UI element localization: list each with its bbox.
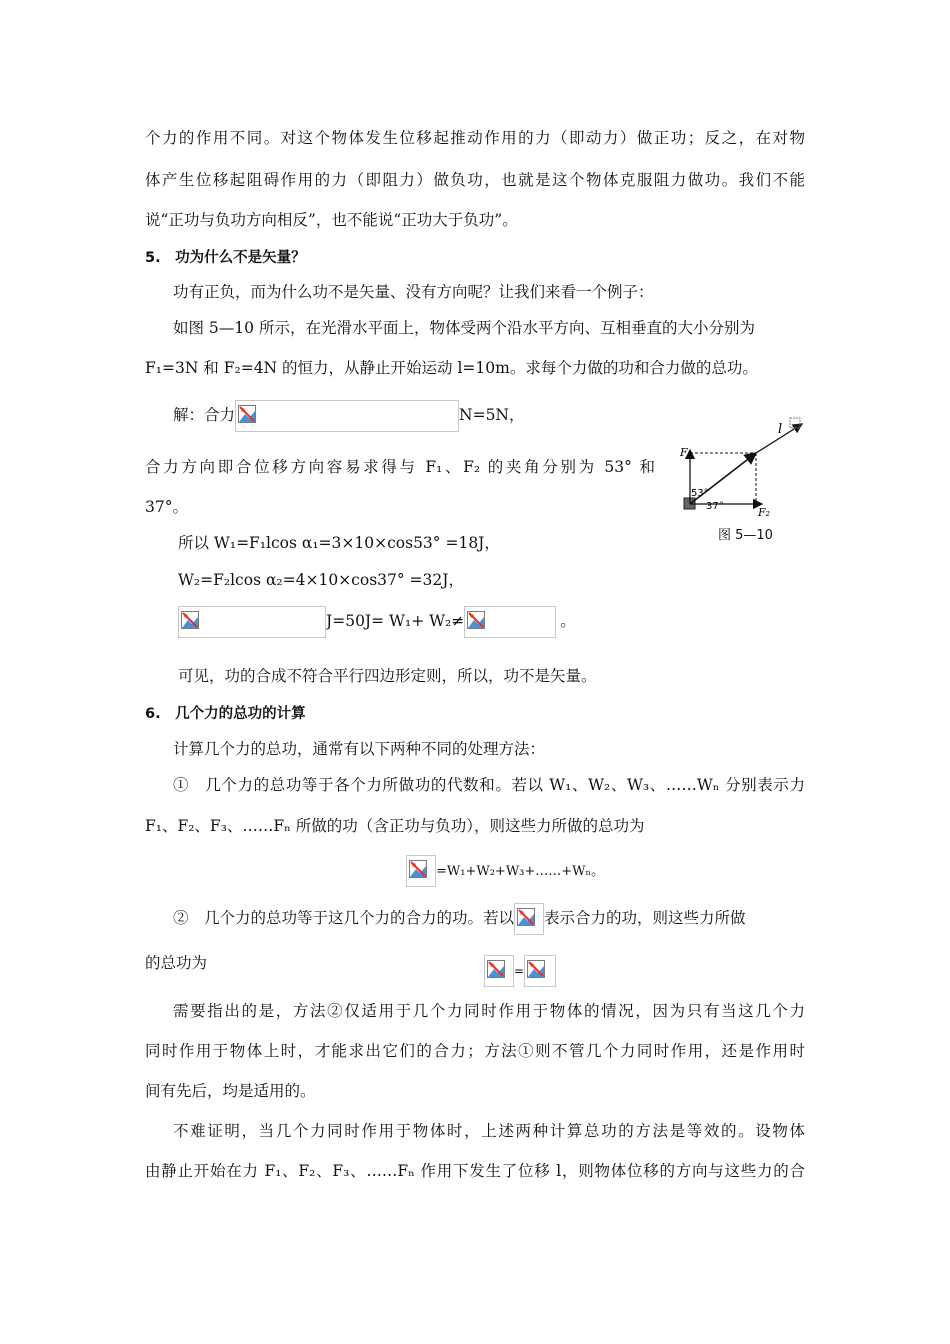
total-work-text: J=50J= W₁+ W₂≠ bbox=[326, 612, 465, 630]
paragraph-line: 不难证明，当几个力同时作用于物体时，上述两种计算总功的方法是等效的。设物体 bbox=[173, 1122, 805, 1140]
paragraph-line: 37°。 bbox=[145, 498, 188, 516]
solution-label: 解：合力 bbox=[173, 406, 236, 424]
broken-image-icon bbox=[517, 908, 535, 926]
paragraph-line: 说“正功与负功方向相反”，也不能说“正功大于负功”。 bbox=[145, 211, 518, 229]
method-two-text: ② 几个力的总功等于这几个力的合力的功。若以 bbox=[173, 909, 515, 927]
resultant-value: N=5N， bbox=[459, 406, 525, 424]
equation-line bbox=[406, 855, 604, 887]
angle-37: 37° bbox=[706, 501, 724, 512]
paragraph-line: 可见，功的合成不符合平行四边形定则，所以，功不是矢量。 bbox=[178, 667, 597, 685]
equals-sign: = bbox=[514, 964, 525, 978]
broken-image-icon bbox=[181, 611, 199, 629]
paragraph-line: F₁、F₂、F₃、……Fₙ 所做的功（含正功与负功），则这些力所做的总功为 bbox=[145, 817, 645, 835]
paragraph-line: 同时作用于物体上时，才能求出它们的合力；方法①则不管几个力同时作用，还是作用时 bbox=[145, 1042, 805, 1060]
paragraph-line: 需要指出的是，方法②仅适用于几个力同时作用于物体的情况，因为只有当这几个力 bbox=[173, 1002, 805, 1020]
broken-image-icon bbox=[238, 405, 256, 423]
paragraph-line bbox=[173, 903, 746, 935]
angle-53: 53° bbox=[691, 488, 709, 499]
label-f1: F₁ bbox=[680, 446, 693, 459]
equation-image bbox=[178, 606, 326, 638]
label-l: l bbox=[778, 422, 783, 437]
paragraph-line: 间有先后，均是适用的。 bbox=[145, 1082, 316, 1100]
equation-line: 所以 W₁=F₁lcos α₁=3×10×cos53° =18J， bbox=[178, 534, 500, 552]
section-heading-6: 6. 几个力的总功的计算 bbox=[145, 706, 306, 722]
equation-line bbox=[484, 955, 556, 987]
sum-equation: =W₁+W₂+W₃+……+Wₙ。 bbox=[436, 864, 605, 879]
paragraph-line: 合力方向即合位移方向容易求得与 F₁、F₂ 的夹角分别为 53° 和 bbox=[145, 458, 655, 476]
equation-image bbox=[464, 606, 556, 638]
method-two-text: 表示合力的功，则这些力所做 bbox=[544, 909, 746, 927]
paragraph-line: 个力的作用不同。对这个物体发生位移起推动作用的力（即动力）做正功；反之，在对物 bbox=[145, 129, 805, 147]
broken-image-icon bbox=[409, 860, 427, 878]
paragraph-line: 如图 5—10 所示，在光滑水平面上，物体受两个沿水平方向、互相垂直的大小分别为 bbox=[173, 319, 755, 337]
equation-line: W₂=F₂lcos α₂=4×10×cos37° =32J， bbox=[178, 571, 464, 589]
paragraph-line: 体产生位移起阻碍作用的力（即阻力）做负功，也就是这个物体克服阻力做功。我们不能 bbox=[145, 171, 805, 189]
equation-image bbox=[235, 400, 459, 432]
solution-line bbox=[173, 400, 525, 432]
paragraph-line: 由静止开始在力 F₁、F₂、F₃、……Fₙ 作用下发生了位移 l，则物体位移的方向与这些力的合 bbox=[145, 1162, 805, 1180]
label-f2: F₂ bbox=[758, 506, 771, 519]
equation-image bbox=[484, 955, 514, 987]
paragraph-line: ① 几个力的总功等于各个力所做功的代数和。若以 W₁、W₂、W₃、……Wₙ 分别表示力 bbox=[173, 776, 805, 794]
paragraph-line: 计算几个力的总功，通常有以下两种不同的处理方法： bbox=[173, 740, 546, 758]
broken-image-icon bbox=[467, 611, 485, 629]
equation-image bbox=[524, 955, 556, 987]
paragraph-line: 功有正负，而为什么功不是矢量、没有方向呢？让我们来看一个例子： bbox=[173, 283, 654, 301]
paragraph-line: F₁=3N 和 F₂=4N 的恒力，从静止开始运动 l=10m。求每个力做的功和合力做的总功。 bbox=[145, 359, 758, 377]
section-heading-5: 5. 功为什么不是矢量？ bbox=[145, 250, 306, 266]
paragraph-line: 的总功为 bbox=[145, 954, 208, 972]
equation-image bbox=[514, 903, 544, 935]
equation-image bbox=[406, 855, 436, 887]
broken-image-icon bbox=[487, 960, 505, 978]
equation-line bbox=[178, 606, 576, 638]
broken-image-icon bbox=[527, 960, 545, 978]
period: 。 bbox=[560, 612, 576, 630]
figure-caption: 图 5—10 bbox=[718, 528, 773, 543]
